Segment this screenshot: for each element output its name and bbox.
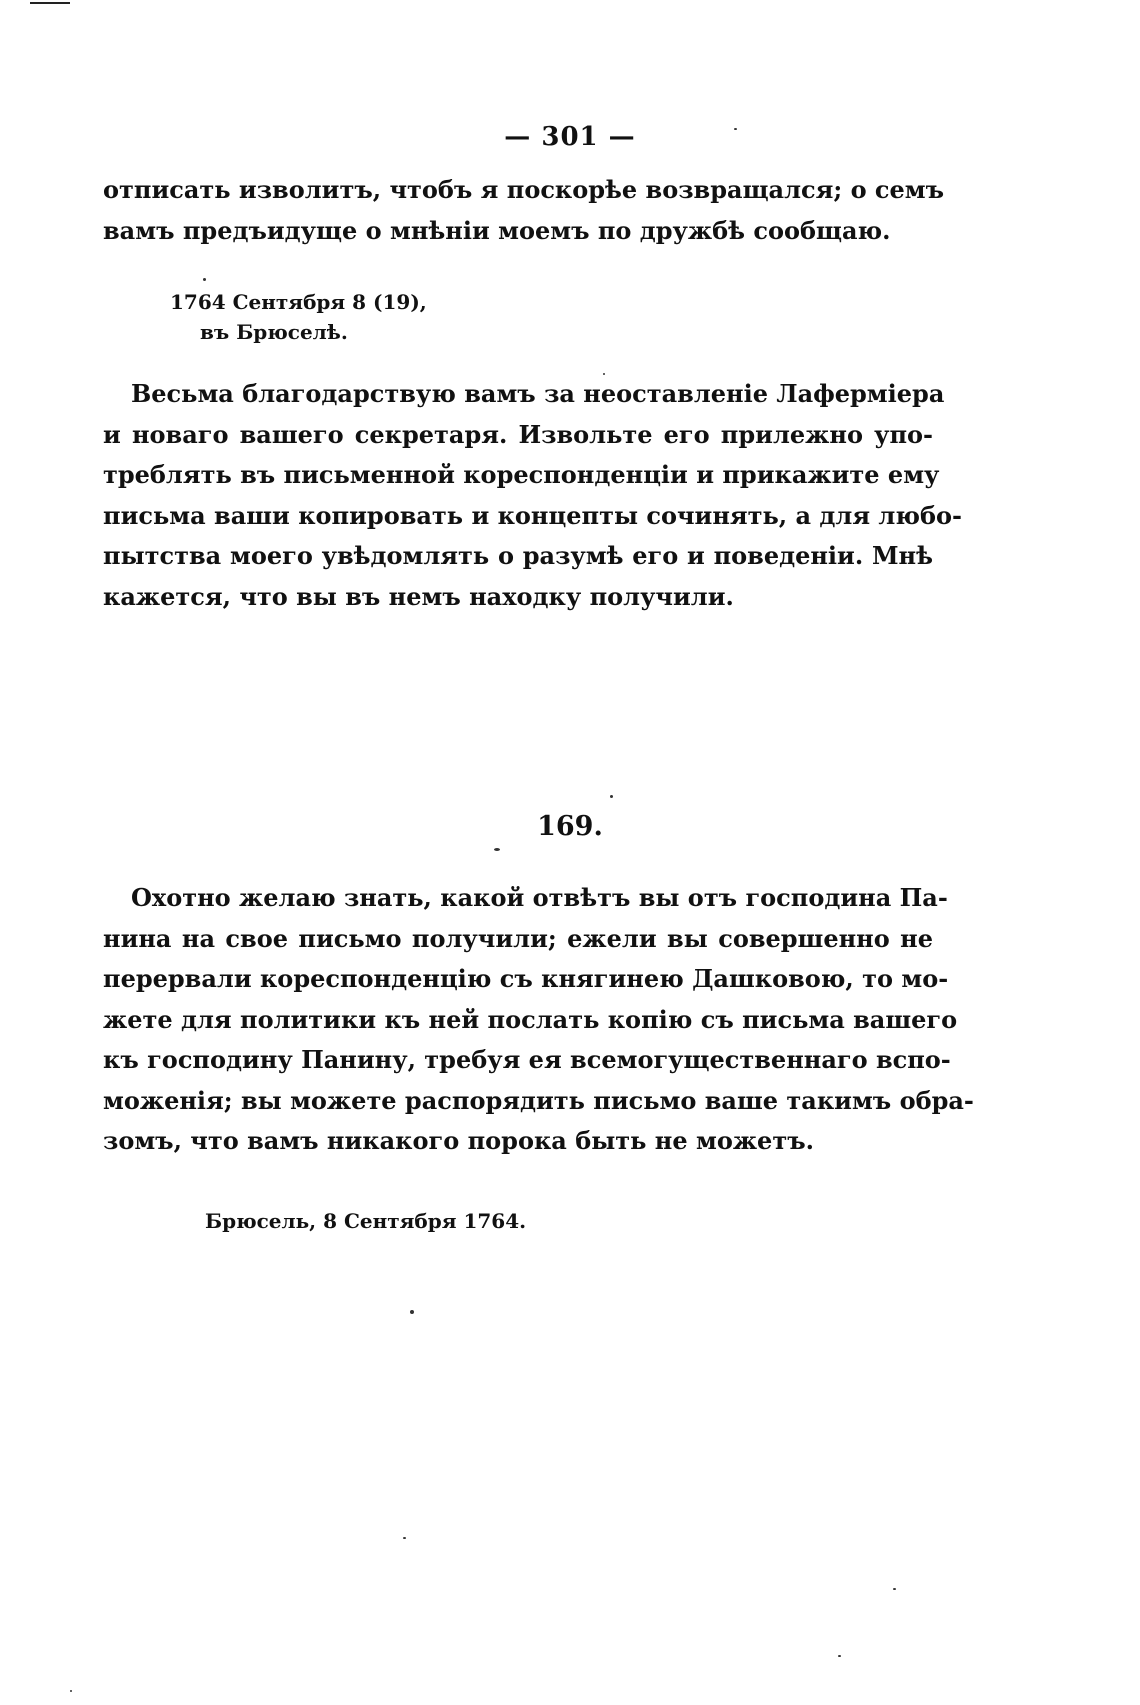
scan-speck	[203, 278, 206, 281]
scan-speck	[734, 128, 737, 130]
page-number: — 301 —	[504, 122, 636, 152]
text-line: нина на свое письмо получили; ежели вы совершенно не	[103, 923, 933, 953]
text-line: пытства моего увѣдомлять о разумѣ его и поведеніи. Мнѣ	[103, 541, 933, 570]
letter-place: въ Брюселѣ.	[200, 320, 348, 344]
scan-speck	[410, 1310, 414, 1314]
continuation-paragraph	[103, 170, 945, 251]
text-line: моженія; вы можете распорядить письмо ваше такимъ обра-	[103, 1085, 974, 1115]
letter-paragraph	[103, 374, 962, 617]
text-line: вамъ предъидуще о мнѣніи моемъ по дружбѣ сообщаю.	[103, 215, 891, 245]
text-line: письма ваши копировать и концепты сочинять, а для любо-	[103, 500, 962, 530]
letter-date: 1764 Сентября 8 (19),	[170, 290, 427, 314]
letter-date: Брюсель, 8 Сентября 1764.	[205, 1209, 527, 1233]
text-line: перервали кореспонденцію съ княгинею Дашковою, то мо-	[103, 964, 949, 993]
text-line: и новаго вашего секретаря. Извольте его прилежно упо-	[103, 419, 933, 449]
text-line: отписать изволитъ, чтобъ я поскорѣе возвращался; о семъ	[103, 175, 945, 204]
scan-speck	[603, 373, 605, 375]
text-line: къ господину Панину, требуя ея всемогущественнаго вспо-	[103, 1045, 951, 1074]
scan-speck	[893, 1588, 896, 1590]
scan-speck	[494, 848, 500, 851]
text-line: треблять въ письменной кореспонденціи и прикажите ему	[103, 460, 940, 489]
scan-speck	[403, 1537, 406, 1539]
letter-number: 169.	[537, 811, 603, 842]
scan-speck	[70, 1690, 72, 1692]
text-line: зомъ, что вамъ никакого порока быть не можетъ.	[103, 1126, 814, 1155]
scan-speck	[610, 795, 613, 798]
scan-speck	[838, 1655, 841, 1657]
text-line: жете для политики къ ней послать копію съ письма вашего	[103, 1004, 958, 1034]
text-line: Охотно желаю знать, какой отвѣтъ вы отъ господина Па-	[131, 883, 948, 912]
top-rule	[30, 2, 70, 4]
text-line: Весьма благодарствую вамъ за неоставленіе Лафермiера	[131, 379, 945, 408]
text-line: кажется, что вы въ немъ находку получили.	[103, 581, 734, 611]
letter-paragraph	[103, 878, 974, 1162]
